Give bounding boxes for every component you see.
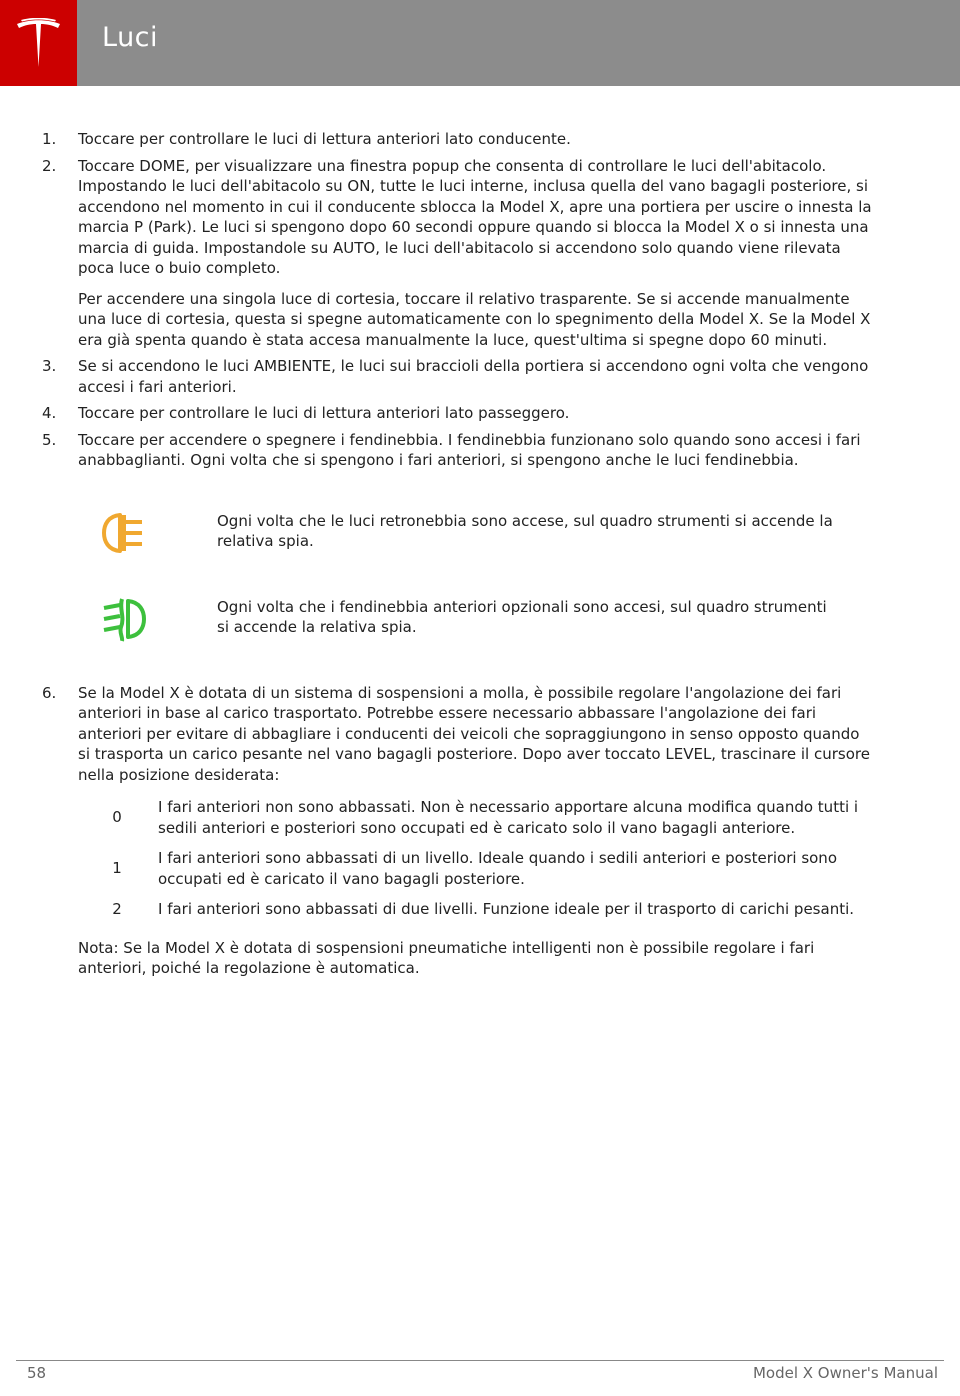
footer-divider	[16, 1360, 944, 1361]
tesla-logo	[0, 0, 77, 86]
page-number: 58	[27, 1364, 47, 1382]
list-text: Se la Model X è dotata di un sistema di sospensioni a molla, è possibile regolare l'angolazione dei fari anteriori in base al carico trasportato. Potrebbe essere necessario abbassare l'angolazione dei fari anteriori per evitare di abbagliare i conducenti dei veicoli che sopraggiungono in senso opposto quando si trasporta un carico pesante nel vano bagagli posteriore. Dopo aver toccato LEVEL, trascinare il cursore nella posizione desiderata:	[78, 683, 870, 784]
list-text: Se si accendono le luci AMBIENTE, le luci sui braccioli della portiera si accendono ogni volta che vengono accesi i fari anteriori.	[78, 357, 869, 396]
level-description: I fari anteriori sono abbassati di un livello. Ideale quando i sedili anteriori e posteriori sono occupati ed è caricato il vano bagagli posteriore.	[158, 849, 837, 888]
table-row	[78, 797, 872, 838]
manual-title: Model X Owner's Manual	[752, 1364, 938, 1382]
page-header	[0, 0, 960, 86]
list-number: 6.	[42, 683, 57, 702]
list-item	[42, 356, 872, 397]
indicator-row	[78, 585, 872, 683]
table-row	[78, 899, 872, 920]
list-item	[42, 430, 872, 471]
page-title: Luci	[102, 22, 159, 53]
list-number: 3.	[42, 357, 57, 375]
level-value: 0	[112, 808, 122, 827]
list-text: Toccare DOME, per visualizzare una finestra popup che consenta di controllare le luci dell'abitacolo. Impostando le luci dell'abitacolo su ON, tutte le luci interne, inclusa quella del vano bagagli posteriore, si accendono nel momento in cui il conducente sblocca la Model X, apre una portiera per uscire o innesta la marcia P (Park). Le luci si spengono dopo 60 secondi oppure quando si blocca la Model X o si innesta una marcia di guida. Impostandole su AUTO, le luci dell'abitacolo si accendono solo quando viene rilevata poca luce o buio completo.	[78, 156, 872, 277]
list-number: 4.	[42, 404, 57, 422]
list-text: Toccare per accendere o spegnere i fendinebbia. I fendinebbia funzionano solo quando sono accesi i fari anabbaglianti. Ogni volta che si spengono i fari anteriori, si spengono anche le luci fendinebbia.	[78, 430, 861, 469]
rear-fog-light-icon	[98, 507, 150, 559]
list-number: 2.	[42, 156, 57, 175]
list-item	[42, 156, 872, 351]
list-item	[42, 683, 872, 786]
level-description: I fari anteriori sono abbassati di due livelli. Funzione ideale per il trasporto di carichi pesanti.	[158, 900, 855, 918]
list-item	[42, 403, 872, 424]
list-text: Toccare per controllare le luci di lettura anteriori lato conducente.	[78, 130, 571, 148]
level-value: 1	[112, 859, 122, 878]
list-text: Toccare per controllare le luci di lettura anteriori lato passeggero.	[78, 404, 570, 422]
level-description: I fari anteriori non sono abbassati. Non è necessario apportare alcuna modifica quando tutti i sedili anteriori e posteriori sono occupati ed è caricato solo il vano bagagli anteriore.	[158, 798, 859, 837]
headlight-level-table	[78, 797, 872, 920]
tesla-logo-icon	[15, 18, 62, 68]
table-row	[78, 848, 872, 889]
list-number: 1.	[42, 130, 57, 148]
page-content	[42, 129, 872, 979]
front-fog-light-icon	[98, 593, 150, 645]
note-text: Nota: Se la Model X è dotata di sospensioni pneumatiche intelligenti non è possibile regolare i fari anteriori, poiché la regolazione è automatica.	[78, 938, 815, 977]
indicator-text: Ogni volta che i fendinebbia anteriori opzionali sono accesi, sul quadro strumenti si accende la relativa spia.	[217, 597, 827, 636]
list-item	[42, 129, 872, 150]
list-extra-text: Per accendere una singola luce di cortesia, toccare il relativo trasparente. Se si accende manualmente una luce di cortesia, questa si spegne automaticamente con lo spegnimento della Model X. Se la Model X era già spenta quando è stata accesa manualmente la luce, quest'ultima si spegne dopo 60 minuti.	[78, 289, 871, 349]
indicator-row	[78, 499, 872, 585]
level-value: 2	[112, 900, 122, 918]
indicator-text: Ogni volta che le luci retronebbia sono accese, sul quadro strumenti si accende la relativa spia.	[217, 511, 833, 550]
list-number: 5.	[42, 430, 57, 449]
